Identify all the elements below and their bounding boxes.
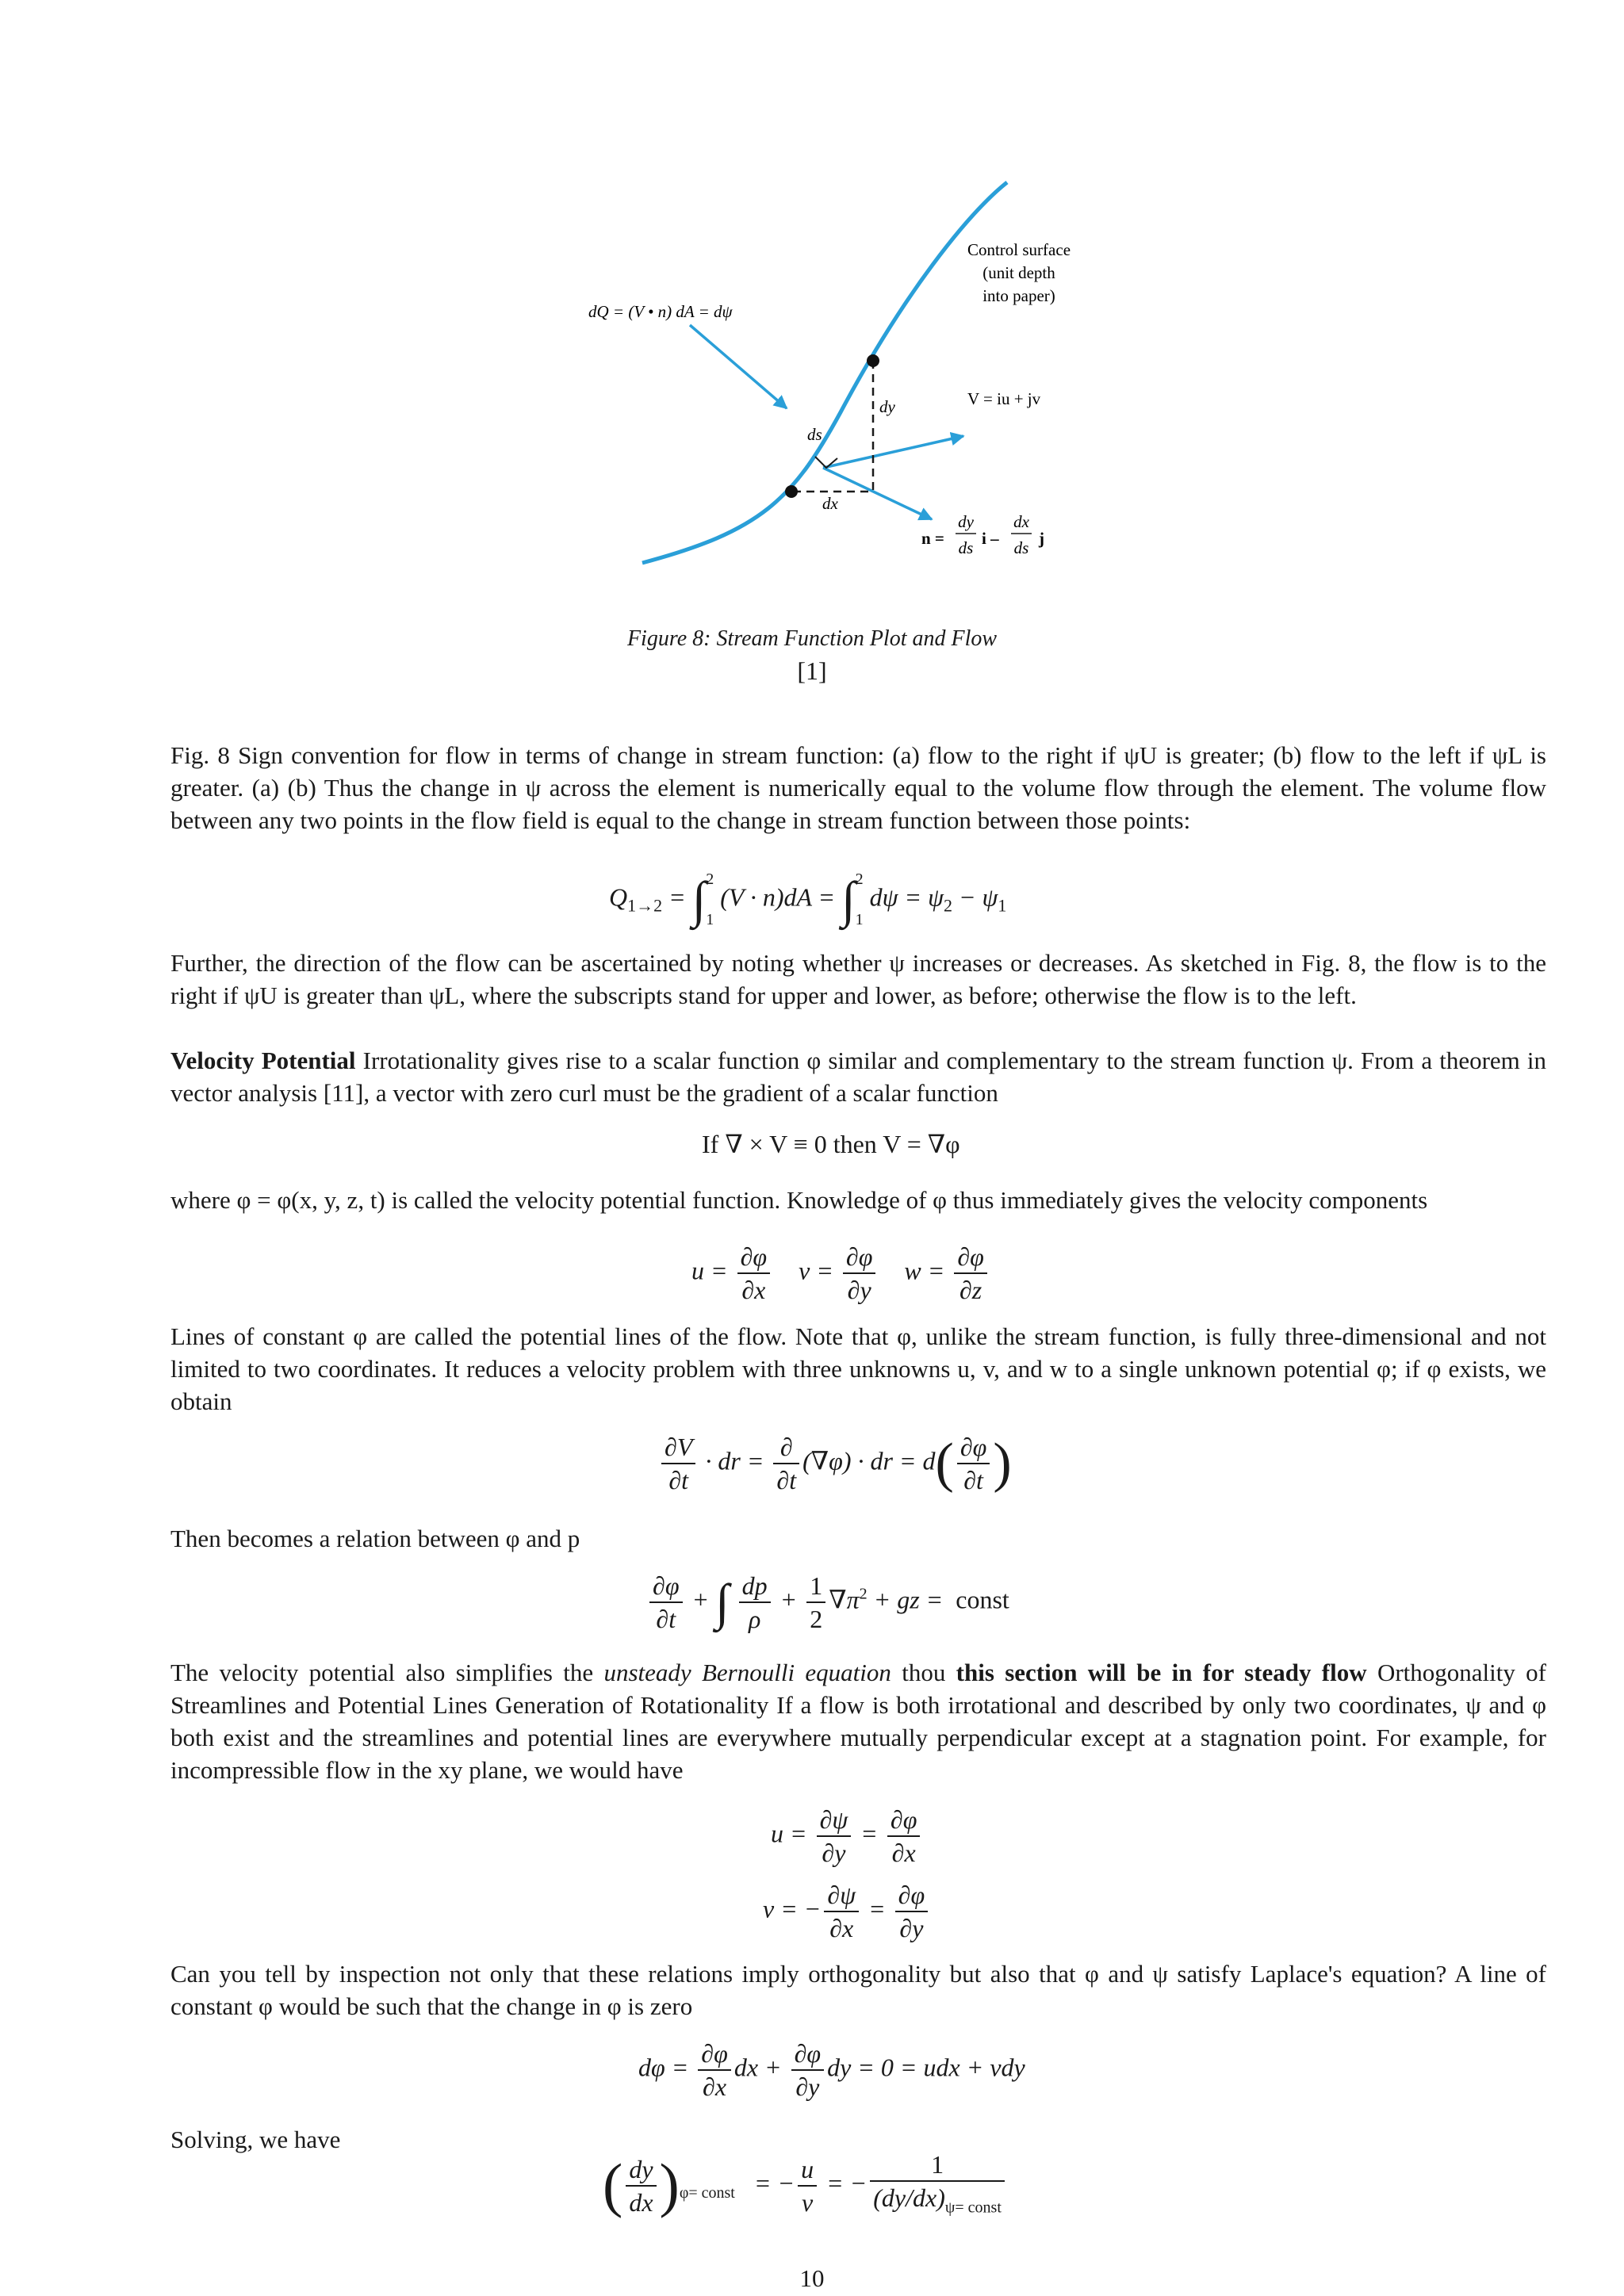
paragraph-potential-lines: Lines of constant φ are called the potential lines of the flow. Note that φ, unlike the stream function, is fully three-dimensional and not limited to two coordinates. It reduces a velocity problem with three unknowns u, v, and w to a single unknown potential φ; if φ exists, we obtain — [170, 1322, 1546, 1415]
control-surface-label-1: Control surface — [967, 240, 1071, 259]
equation-curl: If ∇ × V ≡ 0 then V = ∇φ — [702, 1130, 960, 1158]
orthogonality-text-a: The velocity potential also simplifies the — [170, 1659, 604, 1686]
equation-volume-flow: $Q_{1\to 2} = \int^21$ (V · n)dA = ∫$^2$1 $d\psi = \psi_2 - \psi_1$ — [609, 871, 1007, 928]
dq-label: dQ = (V • n) dA = dψ — [588, 302, 733, 321]
paragraph-sign-convention: Fig. 8 Sign convention for flow in terms of change in stream function: (a) flow to the right if ψU is greater; (b) flow to the left if ψL is greater. (a) (b) Thus the change in ψ across the element is numerically equal to the volume flow through the element. The volume flow between any two points in the flow field is equal to the change in stream function between those points: — [170, 741, 1546, 834]
page-number: 10 — [799, 2264, 825, 2292]
lower-point — [785, 485, 798, 498]
velocity-potential-heading: Velocity Potential — [170, 1047, 356, 1074]
velocity-arrow — [823, 436, 963, 468]
orthogonality-text-c: Orthogonality of Streamlines and Potential Lines Generation of Rotationality If a flow is both irrotational and described by only two coordinates, ψ and φ both exist and the streamlines and potential lines are everywhere mutually perpendicular except at a stagnation point. For example, for incompressible flow in the xy plane, we would have — [170, 1659, 1547, 1784]
equation-u-relation: u = $\frac{\partial\psi}{\partial y}$ = $\frac{\partial\varphi}{\partial x}$ — [771, 1804, 923, 1869]
normal-arrow — [823, 468, 932, 519]
normal-lhs: n = — [921, 529, 944, 548]
paragraph-laplace: Can you tell by inspection not only that these relations imply orthogonality but also that φ and ψ satisfy Laplace's equation? A line of constant φ would be such that the change in φ is zero — [170, 1960, 1546, 2020]
control-surface-label-2: (unit depth — [982, 263, 1055, 282]
paragraph-potential-function: where φ = φ(x, y, z, t) is called the velocity potential function. Knowledge of φ thus immediately gives the velocity components — [170, 1186, 1428, 1214]
equation-velocity-components: u = $\frac{\partial\varphi}{\partial x}$ v = $\frac{\partial\varphi}{\partial y}$ w = $\frac{\partial\varphi}{\partial z}$ — [691, 1241, 990, 1306]
paragraph-velocity-potential — [170, 1044, 1546, 1109]
paragraph-flow-direction: Further, the direction of the flow can be ascertained by noting whether ψ increases or decreases. As sketched in Fig. 8, the flow is to the right if ψU is greater than ψL, where the subscripts stand for upper and lower, as before; otherwise the flow is to the left. — [170, 949, 1546, 1009]
equation-v-relation: v = − $\frac{\partial\psi}{\partial x}$ = $\frac{\partial\varphi}{\partial y}$ — [763, 1879, 931, 1944]
control-surface-label-3: into paper) — [982, 286, 1055, 305]
velocity-potential-text: Irrotationality gives rise to a scalar function φ similar and complementary to the stream function ψ. From a theorem in vector analysis [11], a vector with zero curl must be the gradient of a scalar function — [170, 1047, 1547, 1107]
paragraph-orthogonality — [170, 1656, 1546, 1786]
normal-frac2-den: ds — [1013, 538, 1029, 557]
equation-dphi: dφ = $\frac{\partial\varphi}{\partial x}$ dx + $\frac{\partial\varphi}{\partial y}$ dy = 0 = udx + vdy — [638, 2039, 1025, 2101]
equation-bernoulli: $\frac{\partial\varphi}{\partial t}$ + ∫ $\frac{dp}{\rho}$ + $\frac{1}{2}$ $\nabla\pi^2$ + gz = const — [646, 1570, 1009, 1635]
velocity-label: V = iu + jv — [967, 389, 1041, 408]
normal-j: j — [1039, 529, 1044, 548]
dq-arrow — [690, 325, 787, 408]
stream-function-figure — [555, 166, 1110, 579]
paragraph-relation: Then becomes a relation between φ and p — [170, 1525, 580, 1552]
figure-citation: [1] — [797, 656, 827, 685]
normal-i: i – — [982, 529, 999, 548]
equation-slope: ( $\frac{dy}{dx}$ )$_{\varphi= const}$ = − $\frac{u}{v}$ = − $\frac{1}{(dy/dx)_{\psi= const}}$ — [603, 2149, 1008, 2223]
normal-frac1-num: dy — [958, 512, 974, 531]
orthogonality-italic: unsteady Bernoulli equation — [603, 1659, 891, 1686]
figure-caption: Figure 8: Stream Function Plot and Flow — [626, 626, 998, 651]
upper-point — [867, 354, 879, 367]
dy-label: dy — [879, 397, 895, 416]
paragraph-solving: Solving, we have — [170, 2126, 341, 2153]
orthogonality-text-b: thou — [891, 1659, 956, 1686]
equation-dvdt: $\frac{\partial V}{\partial t}$ · dr = $\frac{\partial}{\partial t}$ (∇φ) · dr = d( $\frac{\partial\varphi}{\partial t}$ ) — [658, 1431, 1012, 1496]
orthogonality-bold: this section will be in for steady flow — [956, 1659, 1367, 1686]
normal-frac2-num: dx — [1013, 512, 1029, 531]
ds-label: ds — [807, 425, 822, 444]
dx-label: dx — [822, 494, 838, 513]
normal-frac1-den: ds — [958, 538, 974, 557]
